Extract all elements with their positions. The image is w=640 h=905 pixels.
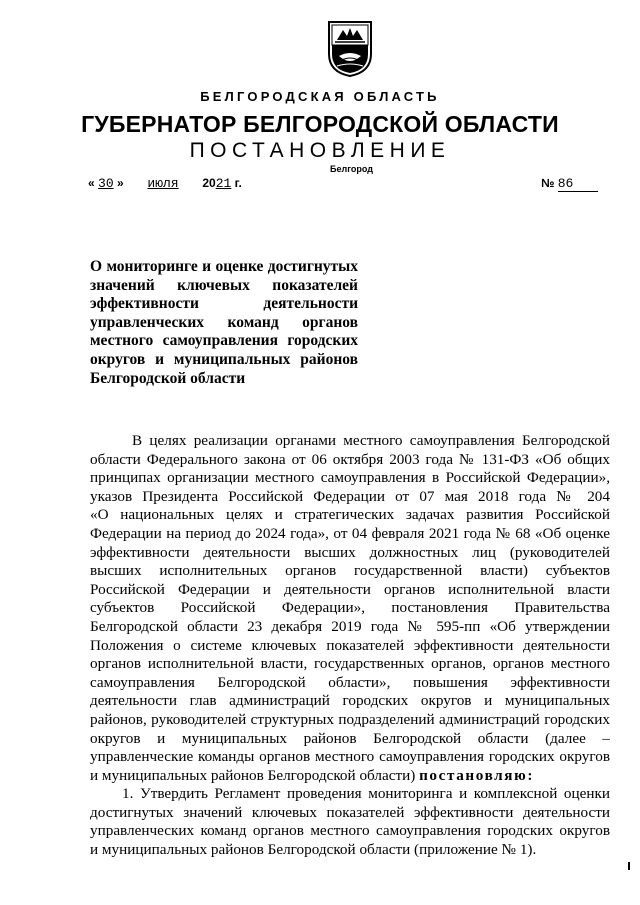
body-final-text: и муниципальных районов Белгородской области) <box>90 766 416 784</box>
region-name: БЕЛГОРОДСКАЯ ОБЛАСТЬ <box>200 89 440 104</box>
body-line: Федерации на период до 2024 года», от 04 февраля 2021 года № 68 «Об оценке <box>90 524 610 542</box>
body-line: указов Президента Российской Федерации от 07 мая 2018 года № 204 <box>90 487 610 505</box>
date-open-quote: « <box>88 176 95 190</box>
date-close-quote: » <box>116 176 124 190</box>
number-value: 86 <box>558 176 598 192</box>
item-line: 1. Утвердить Регламент проведения мониторинга и комплексной оценки <box>122 785 610 803</box>
title-line: округов и муниципальных районов <box>90 350 358 368</box>
body-line: субъектов Российской Федерации», постановления Правительства <box>90 599 610 617</box>
body-line: В целях реализации органами местного самоуправления Белгородской <box>132 432 610 449</box>
item-line: и муниципальных районов Белгородской области (приложение № 1). <box>90 841 537 859</box>
date-year-printed: 20 <box>202 176 216 190</box>
item-line: управленческих команд органов местного самоуправления городских округов <box>90 822 610 840</box>
body-final-line <box>90 767 610 786</box>
date-day: 30 <box>98 176 114 191</box>
body-line: Российской Федерации и деятельности органов исполнительной власти <box>90 580 610 598</box>
title-line: Белгородской области <box>90 369 246 387</box>
body-line: Положения о системе ключевых показателей эффективности деятельности <box>90 636 610 654</box>
document-type: ПОСТАНОВЛЕНИЕ <box>189 139 451 162</box>
document-title <box>90 258 358 388</box>
title-line: значений ключевых показателей <box>90 276 358 294</box>
body-line: органов исполнительной власти, государственных органов, органов местного <box>90 655 610 673</box>
body-line: Белгородской области 23 декабря 2019 года № 595-пп «Об утверждении <box>90 617 610 635</box>
document-date <box>88 176 242 191</box>
body-line: принципах организации местного самоуправления в Российской Федерации», <box>90 469 610 487</box>
title-line: управленческих команд органов <box>90 313 358 331</box>
document-number <box>541 176 598 192</box>
body-line: деятельности глав администраций городских округов и муниципальных <box>90 692 610 710</box>
authority-title: ГУБЕРНАТОР БЕЛГОРОДСКОЙ ОБЛАСТИ <box>81 111 559 137</box>
title-line: местного самоуправления городских <box>90 332 358 350</box>
body-line: эффективности деятельности высших должностных лиц (руководителей <box>90 543 610 561</box>
body-line: управленческие команды органов местного самоуправления городских округов <box>90 748 610 766</box>
body-line: округов и муниципальных районов Белгородской области (далее – <box>90 729 610 747</box>
title-line: эффективности деятельности <box>90 295 358 313</box>
body-line: области Федерального закона от 06 октября 2003 года № 131-ФЗ «Об общих <box>90 450 610 468</box>
item-line: достигнутых значений ключевых показателей эффективности деятельности <box>90 803 610 821</box>
decree-keyword: постановляю: <box>419 766 534 784</box>
document-body <box>90 432 610 860</box>
body-line: «О национальных целях и стратегических задачах развития Российской <box>90 506 610 524</box>
title-line: О мониторинге и оценке достигнутых <box>90 258 358 275</box>
city-name: Белгород <box>330 164 373 174</box>
body-line: высших исполнительных органов государственной власти) субъектов <box>90 562 610 580</box>
body-line: самоуправления Белгородской области», повышения эффективности <box>90 673 610 691</box>
scan-mark <box>628 862 630 870</box>
date-month: июля <box>147 176 179 191</box>
date-year-suffix: г. <box>234 176 242 190</box>
body-line: районов, руководителей структурных подразделений администраций городских <box>90 710 610 728</box>
date-year-handwritten: 21 <box>215 176 232 191</box>
coat-of-arms-emblem <box>327 20 373 78</box>
number-label: № <box>541 176 555 190</box>
